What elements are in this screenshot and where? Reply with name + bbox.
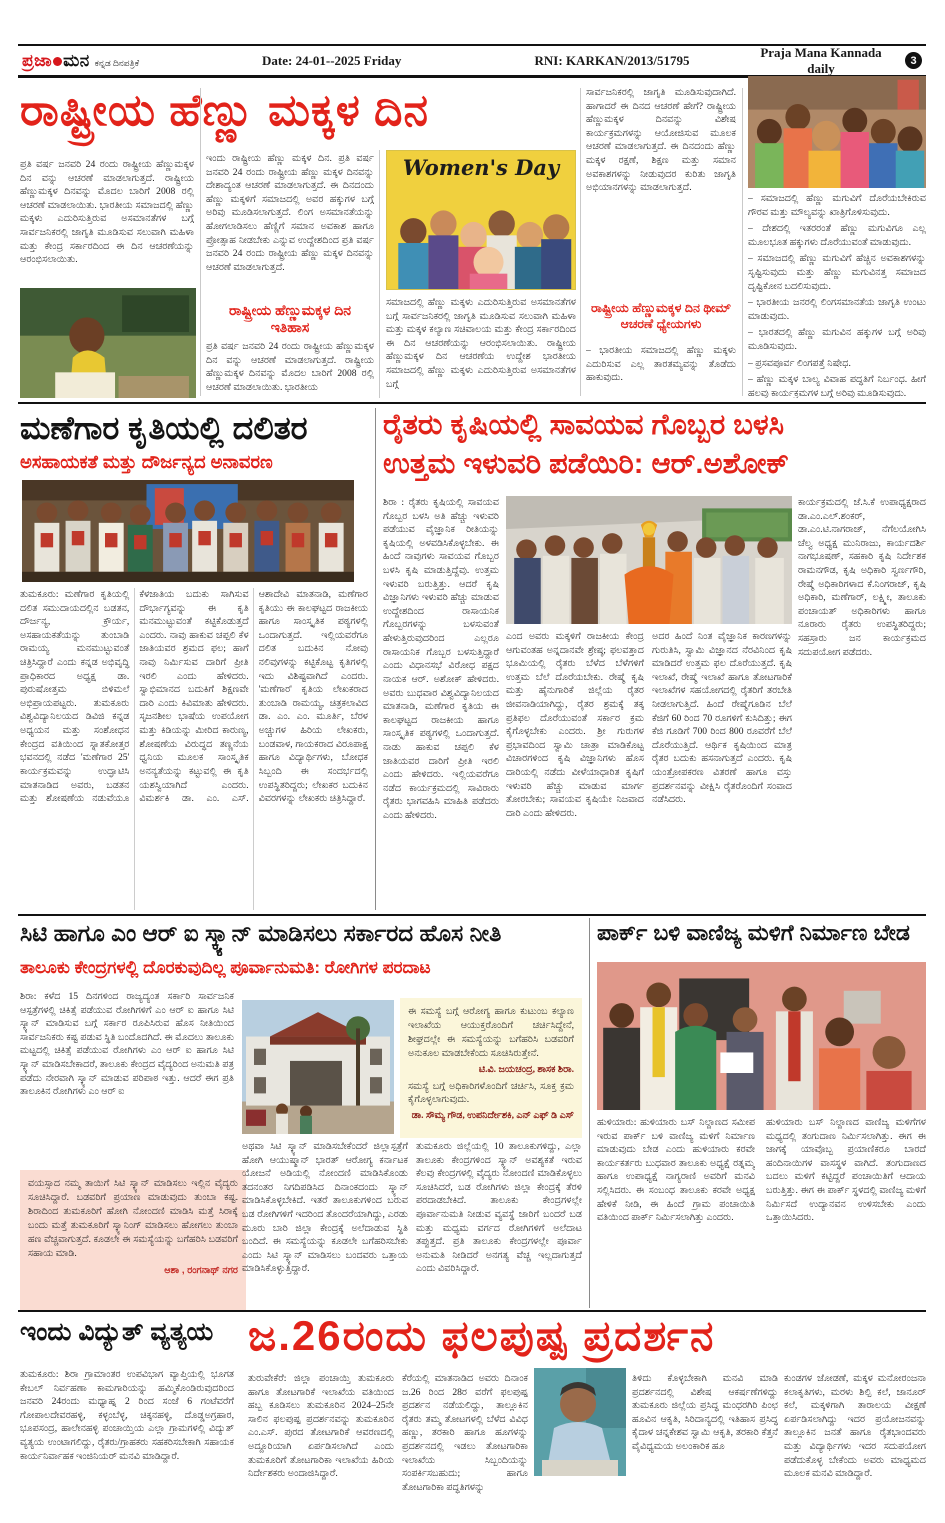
photo-girls-group: [748, 76, 926, 188]
article-girlday-col-1: ಪ್ರತಿ ವರ್ಷ ಜನವರಿ 24 ರಂದು ರಾಷ್ಟ್ರೀಯ ಹೆಣ್ಣುಮಕ್ಕಳ ದಿನ ವನ್ನು ಆಚರಣೆ ಮಾಡಲಾಗುತ್ತದೆ. ರಾಷ್ಟ್ರೀಯ ಹೆಣ್ಣುಮಕ್ಕಳ ದಿನವನ್ನು ಮೊದಲ ಬಾರಿಗೆ 2008 ರಲ್ಲಿ ಆಚರಣೆ ಮಾಡಲಾಯಿತು. ಭಾರತೀಯ ಸಮಾಜದಲ್ಲಿ ಹೆಣ್ಣು ಮಕ್ಕಳು ಎದುರಿಸುತ್ತಿರುವ ಅಸಮಾನತೆಗಳ ಬಗ್ಗೆ ಸಾರ್ವಜನಿಕರಲ್ಲಿ ಜಾಗೃತಿ ಮೂಡಿಸುವ ಸಲುವಾಗಿ ಮಹಿಳಾ ಮತ್ತು ಕೇಂದ್ರ ಸರ್ಕಾರದಿಂದ ಈ ದಿನ ಆಚರಣೆಯನ್ನು ಆರಂಭಿಸಲಾಯಿತು.: [20, 159, 194, 266]
masthead: [18, 44, 926, 78]
article-girlday-col-4-top: ಸಾರ್ವಜನಿಕರಲ್ಲಿ ಜಾಗೃತಿ ಮೂಡಿಸುವುದಾಗಿದೆ. ಹಾಗಾದರೆ ಈ ದಿನದ ಆಚರಣೆ ಹೇಗೆ? ರಾಷ್ಟ್ರೀಯ ಹೆಣ್ಣುಮಕ್ಕಳ ದಿನವನ್ನು ವಿಶೇಷ ಕಾರ್ಯಕ್ರಮಗಳನ್ನು ಆಯೋಜಿಸುವ ಮೂಲಕ ಆಚರಣೆ ಮಾಡಲಾಗುತ್ತದೆ. ಈ ದಿನದಂದು ಹೆಣ್ಣು ಮಕ್ಕಳ ರಕ್ಷಣೆ, ಶಿಕ್ಷಣ ಮತ್ತು ಸಮಾನ ಅವಕಾಶಗಳನ್ನು ನೀಡುವುದರ ಕುರಿತು ಜಾಗೃತಿ ಅಭಿಯಾನಗಳನ್ನು ಮಾಡಲಾಗುತ್ತದೆ.: [586, 87, 736, 194]
article-girlday-theme-subhead: ರಾಷ್ಟ್ರೀಯ ಹೆಣ್ಣುಮಕ್ಕಳ ದಿನ ಥೀಮ್ ಆಚರಣೆ ಧ್ಯೇಯಗಳು: [590, 301, 732, 332]
article-girlday-history-subhead: ರಾಷ್ಟ್ರೀಯ ಹೆಣ್ಣುಮಕ್ಕಳ ದಿನ ಇತಿಹಾಸ: [228, 302, 352, 335]
goal-item: – ಸಮಾಜದಲ್ಲಿ ಹೆಣ್ಣು ಮಗುವಿಗೆ ಹೆಚ್ಚಿನ ಅವಕಾಶಗಳನ್ನು ಸೃಷ್ಟಿಸುವುದು ಮತ್ತು ಹೆಣ್ಣು ಮಗುವಿನತ್ತ ಸಮಾಜದ ದೃಷ್ಟಿಕೋನ ಬದಲಿಸುವುದು.: [748, 253, 926, 292]
article-farmers-col-5: ಕಾರ್ಯಕ್ರಮದಲ್ಲಿ ಜೆ.ಸಿ.ಕೆ ಉಪಾಧ್ಯಕ್ಷರಾದ ಡಾ.ಎಂ.ಎಲ್.ಶಂಕರ್, ಡಾ.ಎಂ.ಟಿ.ನಾಗರಾಜ್, ನೆಗೆಲಯೋಗಿಸಿ ಚೆಲ್ವ ಅಧ್ಯಕ್ಷ ಮುನಿರಾಜು, ಕಾರ್ಯದರ್ಶಿ ನಾಗಭೂಷಣ್, ಸಹಕಾರಿ ಕೃಷಿ ನಿರ್ದೇಶಕ ರಾಮನಗೌಡ, ಕೃಷಿ ಅಧಿಕಾರಿ ಸ್ವರ್ಣಗೌರಿ, ರೇಷ್ಮೆ ಅಧಿಕಾರಿಗಳಾದ ಕೆ.ನಿಂಗರಾಜ್, ಕೃಷಿ ಅಧಿಕಾರಿ, ಮಣೆಗಾರ್, ಲಕ್ಷ್ಮೀ, ತಾಲೂಕು ಪಂಚಾಯತ್ ಅಧಿಕಾರಿಗಳು ಹಾಗೂ ನೂರಾರು ರೈತರು ಉಪಸ್ಥಿತರಿದ್ದರು; ಸಹಸ್ರಾರು ಜನ ಕಾರ್ಯಕ್ರಮದ ಸದುಪಯೋಗ ಪಡೆದರು.: [798, 497, 926, 658]
article-flower-col-2: ಕೆರೆಯಲ್ಲಿ ಮಾತನಾಡಿದ ಅವರು ದಿನಾಂಕ ಜ.26 ರಿಂದ 28ರ ವರೆಗೆ ಫಲಪುಷ್ಪ ಪ್ರದರ್ಶನ ನಡೆಯಲಿದ್ದು, ತಾಲ್ಲೂಕಿನ ರೈತರು ತಮ್ಮ ತೋಟಗಳಲ್ಲಿ ಬೆಳೆದ ವಿವಿಧ ಹಣ್ಣು, ತರಕಾರಿ ಹಾಗೂ ಹೂಗಳನ್ನು ಪ್ರದರ್ಶನದಲ್ಲಿ ಇಡಲು ತೋಟಗಾರಿಕಾ ಇಲಾಖೆಯ ಸಿಬ್ಬಂದಿಯನ್ನು ಸಂಪರ್ಕಿಸಬಹುದು; ಹಾಗೂ ತೋಟಗಾರಿಕಾ ಪದ್ಧತಿಗಳನ್ನು: [402, 1373, 528, 1493]
article-girlday-col-4-bullet: – ಭಾರತೀಯ ಸಮಾಜದಲ್ಲಿ ಹೆಣ್ಣು ಮಕ್ಕಳು ಎದುರಿಸುವ ಎಲ್ಲ ತಾರತಮ್ಯವನ್ನು ತೊಡೆದು ಹಾಕುವುದು.: [586, 345, 736, 384]
goal-item: – ಪ್ರಸವಪೂರ್ವ ಲಿಂಗಪತ್ತೆ ನಿಷೇಧ.: [748, 357, 851, 369]
photo-lamp-lighting: [506, 496, 792, 624]
photo-official-portrait: [534, 1368, 626, 1476]
masthead-date: Date: 24-01--2025 Friday: [262, 52, 402, 68]
masthead-logo: [22, 51, 252, 71]
photo-womens-day-illustration: [386, 150, 576, 290]
goal-item: – ಸಮಾಜದಲ್ಲಿ ಹೆಣ್ಣು ಮಗುವಿಗೆ ದೊರೆಯಬೇಕಿರುವ ಗೌರವ ಮತ್ತು ಮೌಲ್ಯವನ್ನು ಖಾತ್ರಿಗೊಳಿಸುವುದು.: [748, 193, 926, 218]
photo-book-release-image: [22, 480, 354, 582]
masthead-tagline: ಕನ್ನಡ ದಿನಪತ್ರಿಕೆ: [94, 57, 140, 68]
column-rule: [200, 88, 201, 396]
article-girlday-goals-list: [748, 192, 926, 398]
official-quote-2-signature: ಡಾ. ಸೌಮ್ಯ ಗೌಡ, ಉಪನಿರ್ದೇಶಕಿ, ಎನ್ ಎಫ್ ಡಿ ಎಸ್: [411, 1110, 574, 1122]
column-rule: [379, 150, 380, 398]
article-scan-col-1: ಶಿರಾ: ಕಳೆದ 15 ದಿನಗಳಿಂದ ರಾಜ್ಯದ್ಯಂತ ಸರ್ಕಾರಿ ಸಾರ್ವಜನಿಕ ಆಸ್ಪತ್ರೆಗಳಲ್ಲಿ ಚಿಕಿತ್ಸೆ ಪಡೆಯುವ ರೋಗಿಗಳಿಗೆ ಎಂ ಆರ್ ಐ ಹಾಗೂ ಸಿಟಿ ಸ್ಕ್ಯಾನ್ ಮಾಡಿಸುವ ಬಗ್ಗೆ ಸರ್ಕಾರ ರೂಪಿಸಿರುವ ಹೊಸ ನೀತಿಯಿಂದ ಸಾರ್ವಜನಿಕರು ಕಷ್ಟ ಪಡುವ ಸ್ಥಿತಿ ಬಂದೊದಗಿದೆ. ಈ ಮೊದಲು ತಾಲೂಕು ಮಟ್ಟದಲ್ಲಿ ಚಿಕಿತ್ಸೆ ಪಡೆಯುವ ರೋಗಿಗಳು ಎಂ ಆರ್ ಐ ಹಾಗೂ ಸಿಟಿ ಸ್ಕ್ಯಾನ್ ಮಾಡಿಸಬೇಕಾದರೆ, ತಾಲೂಕು ಕೇಂದ್ರದ ವೈದ್ಯರಿಂದ ಅನುಮತಿ ಪತ್ರ ಪಡೆದು ನೇರವಾಗಿ ಸ್ಕ್ಯಾನ್ ಮಾಡುವ ಪರಿಪಾಠ ಇತ್ತು. ಆದರೆ ಈಗ ಪ್ರತಿ ತಾಲೂಕಿನ ರೋಗಿಗಳು ಎಂ ಆರ್ ಐ: [20, 991, 234, 1098]
article-girlday-headline: ರಾಷ್ಟ್ರೀಯ ಹೆಣ್ಣು ಮಕ್ಕಳ ದಿನ: [20, 86, 429, 135]
column-rule: [580, 88, 581, 396]
official-quote-1: ಈ ಸಮಸ್ಯೆ ಬಗ್ಗೆ ಆರೋಗ್ಯ ಹಾಗೂ ಕುಟುಂಬ ಕಲ್ಯಾಣ ಇಲಾಖೆಯ ಆಯುಕ್ತರೊಂದಿಗೆ ಚರ್ಚಿಸಿದ್ದೇನೆ, ಶೀಘ್ರದಲ್ಲೇ ಈ ಸಮಸ್ಯೆಯನ್ನು ಬಗೆಹರಿಸಿ ಬಡವರಿಗೆ ಅನುಕೂಲ ಮಾಡಬೇಕೆಂದು ಸೂಚಿಸಿರುತ್ತೇನೆ.: [408, 1006, 574, 1059]
photo-lamp-lighting-image: [506, 496, 792, 624]
goal-item: – ಭಾರತದಲ್ಲಿ ಹೆಣ್ಣು ಮಗುವಿನ ಹಕ್ಕುಗಳ ಬಗ್ಗೆ ಅರಿವು ಮೂಡಿಸುವುದು.: [748, 327, 926, 353]
article-flower-col-4: ಕುಂಡಗಳ ಜೋಡಣೆ, ಮಕ್ಕಳ ಮನೋರಂಜನಾ ಕಲಾಕೃತಿಗಳು, ಮರಳು ಶಿಲ್ಪಿ ಕಲೆ, ಜಾನೂರ್ ಕಲೆ, ಮಕ್ಕಳಿಗಾಗಿ ತಾರಾಲಯ ವೀಕ್ಷಣೆ ಏರ್ಪಡಿಸಲಾಗಿದ್ದು ಇದರ ಪ್ರಯೋಜನವನ್ನು ತಾಲ್ಲೂಕಿನ ಜನತೆ ಹಾಗೂ ರೈತಭಾಂದವರು ಮತ್ತು ವಿದ್ಯಾರ್ಥಿಗಳು ಇದರ ಸದುಪಯೋಗ ಪಡೆದುಕೊಳ್ಳ ಬೇಕೆಂದು ಅವರು ಮಾಧ್ಯಮದ ಮೂಲಕ ಮನವಿ ಮಾಡಿದ್ದಾರೆ.: [784, 1373, 926, 1480]
section-divider: [18, 914, 926, 916]
article-manegara-subhead: ಅಸಹಾಯಕತೆ ಮತ್ತು ದೌರ್ಜನ್ಯದ ಅನಾವರಣ: [20, 452, 273, 472]
page-number-badge: 3: [905, 52, 922, 69]
article-park-col-2: ಹುಳಿಯಾರು ಬಸ್ ನಿಲ್ದಾಣದ ವಾಣಿಜ್ಯ ಮಳಿಗೆಗಳ ಮಧ್ಯದಲ್ಲಿ ತಂಗುದಾಣ ನಿರ್ಮಿಸಲಾಗಿತ್ತು. ಈಗ ಈ ಜಾಗಕ್ಕೆ ಯಾವೊಬ್ಬ ಪ್ರಯಾಣಿಕರೂ ಬಾರದೆ ಹಂದಿನಾಯಿಗಳ ವಾಸಸ್ಥಳ ವಾಗಿದೆ. ತಂಗುದಾಣದ ಬದಲು ಮಳಿಗೆ ಕಟ್ಟಿದ್ದರೆ ಪಂಚಾಯಿತಿಗೆ ಆದಾಯ ಬರುತ್ತಿತ್ತು. ಈಗ ಈ ಪಾರ್ಕ್ ಸ್ಥಳದಲ್ಲಿ ವಾಣಿಜ್ಯ ಮಳಿಗೆ ನಿರ್ಮಿಸದೆ ಉದ್ಯಾನವನ ಉಳಿಸಬೇಕು ಎಂದು ಒತ್ತಾಯಿಸಿದರು.: [766, 1117, 926, 1224]
article-scan-col-3: ತುಮಕೂರು ಜಿಲ್ಲೆಯಲ್ಲಿ 10 ತಾಲೂಕುಗಳಿದ್ದು, ಎಲ್ಲಾ ತಾಲೂಕು ಕೇಂದ್ರಗಳಿಂದ ಸ್ಕ್ಯಾನ್ ಅವಶ್ಯಕತೆ ಇರುವ ಕೆಲವು ಕೇಂದ್ರಗಳಲ್ಲಿ ವೈದ್ಯರು ನೋಂದಣಿ ಮಾಡಿಕೊಳ್ಳಲು ಸೂಚಿಸಿದರೆ, ಬಡ ರೋಗಿಗಳು ಜಿಲ್ಲಾ ಕೇಂದ್ರಕ್ಕೆ ತೆರಳಿ ಪರದಾಡಬೇಕಿದೆ. ತಾಲೂಕು ಕೇಂದ್ರಗಳಲ್ಲೇ ಪೂರ್ವಾನುಮತಿ ನೀಡುವ ವ್ಯವಸ್ಥೆ ಜಾರಿಗೆ ಬಂದರೆ ಬಡ ಮತ್ತು ಮಧ್ಯಮ ವರ್ಗದ ರೋಗಿಗಳಿಗೆ ಅಲೆದಾಟ ತಪ್ಪುತ್ತದೆ. ಪ್ರತಿ ತಾಲೂಕು ಕೇಂದ್ರಗಳಲ್ಲೇ ಪೂರ್ವಾ ಅನುಮತಿ ನೀಡಿದರೆ ಅನಗತ್ಯ ವೆಚ್ಚ ಇಲ್ಲದಾಗುತ್ತದೆ ಎಂದು ವಿವರಿಸಿದ್ದಾರೆ.: [416, 1141, 582, 1275]
womens-day-title: Women's Day: [402, 155, 560, 180]
article-flower-headline: ಜ.26ರಂದು ಫಲಪುಷ್ಪ ಪ್ರದರ್ಶನ: [248, 1312, 716, 1359]
article-park-col-1: ಹುಳಿಯಾರು: ಹುಳಿಯಾರು ಬಸ್ ನಿಲ್ದಾಣದ ಸಮೀಪ ಇರುವ ಪಾರ್ಕ್ ಬಳಿ ವಾಣಿಜ್ಯ ಮಳಿಗೆ ನಿರ್ಮಾಣ ಮಾಡುವುದು ಬೇಡ ಎಂದು ಹುಳಿಯಾರು ಕರವೇ ಕಾರ್ಯಕರ್ತರು ಬುಧವಾರ ತಾಲೂಕು ಅಧ್ಯಕ್ಷೆ ರತ್ನಮ್ಮ ಹಾಗೂ ಉಪಾಧ್ಯಕ್ಷೆ ನಾಗ್ಯರಾಣಿ ಅವರಿಗೆ ಮನವಿ ಸಲ್ಲಿಸಿದರು. ಈ ಸಂಬಂಧ ತಾಲೂಕು ಕರವೇ ಅಧ್ಯಕ್ಷ ಹೇಳಿಕೆ ನೀಡಿ, ಈ ಹಿಂದೆ ಗ್ರಾಮ ಪಂಚಾಯಿತಿ ವತಿಯಿಂದ ಪಾರ್ಕ್ ನಿರ್ಮಿಸಲಾಗಿತ್ತು ಎಂದರು.: [597, 1117, 755, 1224]
goal-item: – ದೇಶದಲ್ಲಿ ಇತರರಂತೆ ಹೆಣ್ಣು ಮಗುವಿಗೂ ಎಲ್ಲ ಮೂಲಭೂತ ಹಕ್ಕುಗಳು ದೊರೆಯುವಂತೆ ಮಾಡುವುದು.: [748, 223, 926, 248]
photo-official-portrait-image: [534, 1368, 626, 1476]
article-farmers-col-3: ಅದರ ಹಿಂದೆ ನಿಂತ ವೈಜ್ಞಾನಿಕ ಕಾರಣಗಳನ್ನು ಗುರುತಿಸಿ, ಸ್ವಾಮಿ ವಿಜ್ಞಾನದ ನೆರವಿನಿಂದ ಕೃಷಿ ಮಾಡಿದರೆ ಉತ್ತಮ ಫಲ ದೊರೆಯುತ್ತದೆ. ಕೃಷಿ ಇಲಾಖೆ, ರೇಷ್ಮೆ ಇಲಾಖೆ ಹಾಗೂ ತೋಟಗಾರಿಕೆ ಇಲಾಖೆಗಳ ಸಹಯೋಗದಲ್ಲಿ ರೈತರಿಗೆ ತರಬೇತಿ ನೀಡಲಾಗುತ್ತಿದೆ. ಹಿಂದೆ ರೇಷ್ಮೆಗೂಡಿನ ಬೆಲೆ ಕೆಜಿಗೆ 60 ರಿಂದ 70 ರೂಗಳಿಗೆ ಕುಸಿದಿತ್ತು; ಈಗ ಕೆಜಿ ಗೂಡಿಗೆ 700 ರಿಂದ 800 ರೂವರೆಗೆ ಬೆಲೆ ದೊರೆಯುತ್ತಿದೆ. ಆರ್ಥಿಕ ಕೃಷಿಯಿಂದ ಮಾತ್ರ ರೈತರ ಬದುಕು ಹಸನಾಗುತ್ತದೆ ಎಂದರು. ಕೃಷಿ ಯಂತ್ರೋಪಕರಣ ವಿತರಣೆ ಹಾಗೂ ವಸ್ತು ಪ್ರದರ್ಶನವನ್ನು ವೀಕ್ಷಿಸಿ ರೈತರೊಂದಿಗೆ ಸಂವಾದ ನಡೆಸಿದರು.: [652, 631, 792, 806]
official-quote-2: ಸಮಸ್ಯೆ ಬಗ್ಗೆ ಅಧಿಕಾರಿಗಳೊಂದಿಗೆ ಚರ್ಚಿಸಿ, ಸೂಕ್ತ ಕ್ರಮ ಕೈಗೊಳ್ಳಲಾಗುವುದು.: [408, 1080, 574, 1106]
article-scan-col-2: ಅಥವಾ ಸಿಟಿ ಸ್ಕ್ಯಾನ್ ಮಾಡಿಸಬೇಕೆಂದರೆ ಜಿಲ್ಲಾಸ್ಪತ್ರೆಗೆ ಹೋಗಿ ಆಯುಷ್ಮಾನ್ ಭಾರತ್ ಆರೋಗ್ಯ ಕರ್ನಾಟಕ ಯೋಜನೆ ಅಡಿಯಲ್ಲಿ ನೋಂದಣಿ ಮಾಡಿಸಿಕೊಂಡು ತದನಂತರ ನಿಗದಿಪಡಿಸಿದ ದಿನಾಂಕದಂದು ಸ್ಕ್ಯಾನ್ ಮಾಡಿಸಿಕೊಳ್ಳಬೇಕಿದೆ. ಇತರೆ ತಾಲೂಕುಗಳಿಂದ ಬರುವ ಬಡ ರೋಗಿಗಳಿಗೆ ಇದರಿಂದ ತೊಂದರೆಯಾಗಿದ್ದು, ಎರಡು ಮೂರು ಬಾರಿ ಜಿಲ್ಲಾ ಕೇಂದ್ರಕ್ಕೆ ಅಲೆದಾಡುವ ಸ್ಥಿತಿ ಬಂದಿದೆ. ಈ ಸಮಸ್ಯೆಯನ್ನು ಕೂಡಲೇ ಬಗೆಹರಿಸಬೇಕು ಎಂದು ಸಿಟಿ ಸ್ಕ್ಯಾನ್ ಮಾಡಿಸಲು ಬಂದವರು ಒತ್ತಾಯ ಮಾಡಿಸಿಕೊಳ್ಳುತ್ತಿದ್ದಾರೆ.: [242, 1141, 408, 1275]
article-power-headline: ಇಂದು ವಿದ್ಯುತ್ ವ್ಯತ್ಯಯ: [20, 1318, 214, 1346]
photo-memorandum-handover: [597, 962, 926, 1110]
reader-quote-text: ವಯಸ್ಸಾದ ನಮ್ಮ ತಾಯಿಗೆ ಸಿಟಿ ಸ್ಕ್ಯಾನ್ ಮಾಡಿಸಲು ಇಲ್ಲಿನ ವೈದ್ಯರು ಸೂಚಿಸಿದ್ದಾರೆ. ಬಡವರಿಗೆ ಪ್ರಯಾಣ ಮಾಡುವುದು ತುಂಬಾ ಕಷ್ಟ. ಶಿರಾದಿಂದ ತುಮಕೂರಿಗೆ ಹೋಗಿ ನೋಂದಣಿ ಮಾಡಿಸಿ ಮತ್ತೆ ಸಿರಾಕ್ಕೆ ಬಂದು ಮತ್ತೆ ತುಮಕೂರಿಗೆ ಸ್ಕ್ಯಾನಿಂಗ್ ಮಾಡಿಸಲು ಹೋಗಲು ತುಂಬಾ ಹಣ ವೆಚ್ಚವಾಗುತ್ತದೆ. ಕೂಡಲೇ ಈ ಸಮಸ್ಯೆಯನ್ನು ಬಗೆಹರಿಸಿ ಬಡವರಿಗೆ ಸಹಾಯ ಮಾಡಿ.: [28, 1178, 238, 1259]
goal-item: – ಹೆಣ್ಣು ಮಕ್ಕಳ ಬಾಲ್ಯ ವಿವಾಹ ಪದ್ಧತಿಗೆ ನಿರ್ಬಂಧ. ಹೀಗೆ ಹಲವು ಕಾರ್ಯಕ್ರಮಗಳ ಬಗ್ಗೆ ಅರಿವು ಮೂಡಿಸುವುದು.: [748, 374, 926, 398]
article-girlday-col-3: ಸಮಾಜದಲ್ಲಿ ಹೆಣ್ಣು ಮಕ್ಕಳು ಎದುರಿಸುತ್ತಿರುವ ಅಸಮಾನತೆಗಳ ಬಗ್ಗೆ ಸಾರ್ವಜನಿಕರಲ್ಲಿ ಜಾಗೃತಿ ಮೂಡಿಸುವ ಸಲುವಾಗಿ ಮಹಿಳಾ ಮತ್ತು ಮಕ್ಕಳ ಕಲ್ಯಾಣ ಸಚಿವಾಲಯ ಮತ್ತು ಕೇಂದ್ರ ಸರ್ಕಾರದಿಂದ ಈ ದಿನ ಆಚರಣೆಯನ್ನು ಆರಂಭಿಸಲಾಯಿತು. ರಾಷ್ಟ್ರೀಯ ಹೆಣ್ಣುಮಕ್ಕಳ ದಿನ ಆಚರಣೆಯ ಉದ್ದೇಶ ಭಾರತೀಯ ಸಮಾಜದಲ್ಲಿ ಹೆಣ್ಣು ಮಕ್ಕಳು ಎದುರಿಸುತ್ತಿರುವ ಅಸಮಾನತೆಗಳ ಬಗ್ಗೆ: [386, 297, 576, 390]
article-farmers-col-2: ಎಂದ ಅವರು ಮಕ್ಕಳಿಗೆ ರಾಜಕೀಯ ಕೇಂದ್ರ ಆಗುವಂತಹ ಅನ್ನದಾನವೇ ಶ್ರೇಷ್ಠ; ಫಲವತ್ತಾದ ಭೂಮಿಯಲ್ಲಿ ರೈತರು ಬೆಳೆದ ಬೆಳೆಗಳಿಗೆ ಉತ್ತಮ ಬೆಲೆ ದೊರೆಯಬೇಕು. ರೇಷ್ಮೆ ಕೃಷಿ ಮತ್ತು ಹೈನುಗಾರಿಕೆ ಜಿಲ್ಲೆಯ ರೈತರ ಜೀವನಾಡಿಯಾಗಿದ್ದು, ರೈತರ ಶ್ರಮಕ್ಕೆ ತಕ್ಕ ಪ್ರತಿಫಲ ದೊರೆಯುವಂತೆ ಸರ್ಕಾರ ಕ್ರಮ ಕೈಗೊಳ್ಳಬೇಕು ಎಂದರು. ಶ್ರೀ ಗುರುಗಳ ಪ್ರಭಾವದಿಂದ ಸ್ವಾಮಿ ಚಾತ್ರಾ ಮಾಡಿಕೊಟ್ಟ ವಿಚಾರಗಳಿಂದ ಕೃಷಿ ವಿಜ್ಞಾನಿಗಳು ಹೊಸ ದಾರಿಯಲ್ಲಿ ನಡೆದು ವೀಳೆಯಾಧಾರಿತ ಕೃಷಿಗೆ ಇಳುವರಿ ಹೆಚ್ಚು ಮಾಡುವ ಮಾರ್ಗ ತೋರಬೇಕು; ಸಾವಯವ ಕೃಷಿಯೇ ನಿಜವಾದ ದಾರಿ ಎಂದು ಹೇಳಿದರು.: [506, 631, 644, 819]
article-park-headline: ಪಾರ್ಕ್ ಬಳಿ ವಾಣಿಜ್ಯ ಮಳಿಗೆ ನಿರ್ಮಾಣ ಬೇಡ: [597, 920, 910, 945]
section-divider: [18, 402, 926, 404]
article-manegara-body: ತುಮಕೂರು: ಮಣೆಗಾರ ಕೃತಿಯಲ್ಲಿ ದಲಿತ ಸಮುದಾಯದಲ್ಲಿನ ಬಡತನ, ದೌರ್ಜನ್ಯ, ಕ್ರೌರ್ಯ, ಅಸಹಾಯಕತೆಯನ್ನು ತುಂಬಾಡಿ ರಾಮಯ್ಯ ಮನಮುಟ್ಟುವಂತೆ ಚಿತ್ರಿಸಿದ್ದಾರೆ ಎಂದು ಕನ್ನಡ ಅಭಿವೃದ್ಧಿ ಪ್ರಾಧಿಕಾರದ ಅಧ್ಯಕ್ಷ ಡಾ. ಪುರುಷೋತ್ತಮ ಬಿಳಿಮಲೆ ಅಭಿಪ್ರಾಯಪಟ್ಟರು. ತುಮಕೂರು ವಿಶ್ವವಿದ್ಯಾನಿಲಯದ ಡಿವಿಜಿ ಕನ್ನಡ ಅಧ್ಯಯನ ಮತ್ತು ಸಂಶೋಧನ ಕೇಂದ್ರದ ವತಿಯಿಂದ ಸ್ನಾತಕೋತ್ತರ ಭವನದಲ್ಲಿ ನಡೆದ 'ಮಣೆಗಾರ 25' ಕಾರ್ಯಕ್ರಮವನ್ನು ಉದ್ಘಾಟಿಸಿ ಮಾತನಾಡಿದ ಅವರು, ಬಡತನ ಮತ್ತು ಶೋಷಣೆಯ ನಡುವೆಯೂ ಕೆಳಜಾತಿಯ ಬದುಕು ಸಾಗಿಸುವ ದೌರ್ಭಾಗ್ಯವನ್ನು ಈ ಕೃತಿ ಮನಮುಟ್ಟುವಂತೆ ಕಟ್ಟಿಕೊಡುತ್ತದೆ ಎಂದರು. ನಾವು ಹಾಕುವ ಚಪ್ಪಲಿ ಕೆಳ ಜಾತಿಯವರ ಶ್ರಮದ ಫಲ; ಹಾಗೆ ನಾವು ನಿರ್ಮಿಸುವ ದಾರಿಗೆ ಪ್ರೀತಿ ಇರಲಿ ಎಂದು ಹೇಳಿದರು. ಸ್ವಾಭಿಮಾನದ ಬದುಕಿಗೆ ಶಿಕ್ಷಣವೇ ದಾರಿ ಎಂದು ಕಿವಿಮಾತು ಹೇಳಿದರು. ಸೃಜನಶೀಲ ಭಾಷೆಯ ಉಪಯೋಗ ಮತ್ತು ಕಿಡಿಯನ್ನು ಮೀರಿದ ಕಾರುಣ್ಯ, ಶೋಷಣೆಯ ವಿರುದ್ಧದ ತಣ್ಣನೆಯ ಧ್ವನಿಯ ಮೂಲಕ ಸಾಂಸ್ಕೃತಿಕ ಅನನ್ಯತೆಯನ್ನು ಕಟ್ಟುವಲ್ಲಿ ಈ ಕೃತಿ ಯಶಸ್ವಿಯಾಗಿದೆ ಎಂದರು. ವಿಮರ್ಶಕಿ ಡಾ. ಎಂ. ಎಸ್. ಆಶಾದೇವಿ ಮಾತನಾಡಿ, ಮಣೆಗಾರ ಕೃತಿಯು ಈ ಕಾಲಘಟ್ಟದ ರಾಜಕೀಯ ಹಾಗೂ ಸಾಂಸ್ಕೃತಿಕ ಪಠ್ಯಗಳಲ್ಲಿ ಒಂದಾಗುತ್ತದೆ. ಇಲ್ಲಿಯವರೆಗೂ ದಲಿತ ಬದುಕಿನ ನೋವು ನಲಿವುಗಳನ್ನು ಕಟ್ಟಿಕೊಟ್ಟ ಕೃತಿಗಳಲ್ಲಿ ಇದು ವಿಶಿಷ್ಟವಾಗಿದೆ ಎಂದರು. 'ಮಣೆಗಾರ' ಕೃತಿಯ ಲೇಖಕರಾದ ತುಂಬಾಡಿ ರಾಮಯ್ಯ, ಚಿತ್ರಕಲಾವಿದ ಡಾ. ಎಂ. ಎಂ. ಮೂರ್ತಿ, ಬೆರಳ ಅಚ್ಚುಗಳ ಹಿರಿಯ ಲೇಖಕರು, ಬಂಡವಾಳ, ಗಾಯಕರಾದ ವಿರೂಪಾಕ್ಷ ಹಾಗೂ ವಿದ್ಯಾರ್ಥಿಗಳು, ಬೋಧಕ ಸಿಬ್ಬಂದಿ ಈ ಸಂದರ್ಭದಲ್ಲಿ ಉಪಸ್ಥಿತರಿದ್ದರು; ಲೇಖಕರ ಬದುಕಿನ ವಿವರಗಳನ್ನು ಲೇಖಕರು ಚಿತ್ರಿಸಿದ್ದಾರೆ.: [20, 589, 368, 805]
article-divider-vertical: [589, 918, 590, 1308]
photo-girl-reading-image: [20, 288, 196, 398]
masthead-rni: RNI: KARKAN/2013/51795: [534, 52, 690, 68]
article-power-body: ತುಮಕೂರು: ಶಿರಾ ಗ್ರಾಮಾಂತರ ಉಪವಿಭಾಗ ವ್ಯಾಪ್ತಿಯಲ್ಲಿ ಭೂಗತ ಕೇಬಲ್ ನಿರ್ವಹಣಾ ಕಾಮಗಾರಿಯನ್ನು ಹಮ್ಮಿಕೊಂಡಿರುವುದರಿಂದ ಜನವರಿ 24ರಂದು ಮಧ್ಯಾಹ್ನ 2 ರಿಂದ ಸಂಜೆ 6 ಗಂಟೆವರೆಗೆ ಗೋಪಾಲದೇವರಹಳ್ಳಿ, ಕಳ್ಳಂಬೆಳ್ಳ, ಚಿಕ್ಕನಹಳ್ಳಿ, ದೊಡ್ಡಅಗ್ರಹಾರ, ಭೂಪಸಂದ್ರ, ಹಾಲೇನಹಳ್ಳಿ ಪಂಚಾಯ್ತಿಯ ಎಲ್ಲಾ ಗ್ರಾಮಗಳಲ್ಲಿ ವಿದ್ಯುತ್ ವ್ಯತ್ಯಯ ಉಂಟಾಗಲಿದ್ದು, ರೈತರು/ಗ್ರಾಹಕರು ಸಹಕರಿಸಬೇಕಾಗಿ ಸಹಾಯಕ ಕಾರ್ಯನಿರ್ವಾಹಕ ಇಂಜಿನಿಯರ್ ಮನವಿ ಮಾಡಿದ್ದಾರೆ.: [20, 1369, 234, 1462]
photo-memorandum-handover-image: [597, 962, 926, 1110]
goal-item: – ಭಾರತೀಯ ಜನರಲ್ಲಿ ಲಿಂಗಸಮಾನತೆಯ ಜಾಗೃತಿ ಉಂಟು ಮಾಡುವುದು.: [748, 297, 926, 322]
official-quote-box: [400, 998, 582, 1138]
article-scan-headline: ಸಿಟಿ ಹಾಗೂ ಎಂ ಆರ್ ಐ ಸ್ಕ್ಯಾನ್ ಮಾಡಿಸಲು ಸರ್ಕಾರದ ಹೊಸ ನೀತಿ: [20, 920, 502, 946]
article-divider-vertical: [375, 408, 376, 910]
article-flower-col-3: ತಿಳಿದು ಕೊಳ್ಳಬೇಕಾಗಿ ಮನವಿ ಮಾಡಿ ಪ್ರದರ್ಶನದಲ್ಲಿ ವಿಶೇಷ ಆಕರ್ಷಣೆಗಳಿದ್ದು ತುಮಕೂರು ಜಿಲ್ಲೆಯ ಪ್ರಸಿದ್ಧ ಮಂಧರಗಿರಿ ಪಿಂಛ ಹೂವಿನ ಆಕೃತಿ, ಸಿರಿದಾನ್ಯದಲ್ಲಿ ಇತಿಹಾಸ ಪ್ರಸಿದ್ಧ ಕೈದಾಳ ಚನ್ನಕೇಶವ ಸ್ವಾಮಿ ಆಕೃತಿ, ತರಕಾರಿ ಕೆತ್ತನೆ ವೈವಿಧ್ಯಮಯ ಅಲಂಕಾರಿಕ ಹೂ: [632, 1373, 778, 1453]
photo-hospital-building: [242, 1000, 394, 1134]
official-quote-1-signature: ಟಿ.ವಿ. ಜಯಚಂದ್ರ, ಶಾಸಕ ಶಿರಾ.: [478, 1063, 574, 1075]
photo-girls-group-image: [748, 76, 926, 188]
photo-book-release: [22, 480, 354, 582]
photo-hospital-building-image: [242, 1000, 394, 1134]
masthead-paper-name: Praja Mana Kannada daily: [760, 44, 882, 76]
article-farmers-col-1: ಶಿರಾ : ರೈತರು ಕೃಷಿಯಲ್ಲಿ ಸಾವಯವ ಗೊಬ್ಬರ ಬಳಸಿ ಅತಿ ಹೆಚ್ಚು ಇಳುವರಿ ಪಡೆಯುವ ವೈಜ್ಞಾನಿಕ ರೀತಿಯನ್ನು ಕೃಷಿಯಲ್ಲಿ ಅಳವಡಿಸಿಕೊಳ್ಳಬೇಕು. ಈ ಹಿಂದೆ ನಾವುಗಳು ಸಾವಯವ ಗೊಬ್ಬರ ಬಳಸಿ ಕೃಷಿ ಮಾಡುತ್ತಿದ್ದೆವು. ಉತ್ತಮ ಇಳುವರಿ ಬರುತ್ತಿತ್ತು. ಆದರೆ ಕೃಷಿ ವಿಜ್ಞಾನಿಗಳು ಇಳುವರಿ ಹೆಚ್ಚು ಮಾಡುವ ಉದ್ದೇಶದಿಂದ ರಾಸಾಯನಿಕ ಗೊಬ್ಬರಗಳನ್ನು ಬಳಸುವಂತೆ ಹೇಳುತ್ತಿರುವುದರಿಂದ ಎಲ್ಲರೂ ರಾಸಾಯನಿಕ ಗೊಬ್ಬರ ಬಳಸುತ್ತಿದ್ದಾರೆ ಎಂದು ವಿಧಾನಸಭೆ ವಿರೋಧ ಪಕ್ಷದ ನಾಯಕ ಆರ್. ಅಶೋಕ್ ಹೇಳಿದರು. ಅವರು ಬುಧವಾರ ವಿಶ್ವವಿದ್ಯಾನಿಲಯದ ಮಾತನಾಡಿ, ಮಣೆಗಾರ ಕೃತಿಯ ಈ ಕಾಲಘಟ್ಟದ ರಾಜಕೀಯ ಹಾಗೂ ಸಾಂಸ್ಕೃತಿಕ ಪಠ್ಯಗಳಲ್ಲಿ ಒಂದಾಗುತ್ತದೆ. ನಾಡು ಹಾಕುವ ಚಪ್ಪಲಿ ಕೆಳ ಜಾತಿಯವರ ದಾರಿಗೆ ಪ್ರೀತಿ ಇರಲಿ ಎಂದು ಹೇಳಿದರು. ಇಲ್ಲಿಯವರೆಗೂ ನಡೆದ ಕಾರ್ಯಕ್ರಮದಲ್ಲಿ ಸಾವಿರಾರು ರೈತರು ಭಾಗವಹಿಸಿ ಮಾಹಿತಿ ಪಡೆದರು ಎಂದು ಹೇಳಿದರು.: [383, 497, 499, 822]
article-scan-subhead: ತಾಲೂಕು ಕೇಂದ್ರಗಳಲ್ಲಿ ದೊರಕುವುದಿಲ್ಲ ಪೂರ್ವಾನುಮತಿ: ರೋಗಿಗಳ ಪರದಾಟ: [20, 958, 431, 977]
column-rule: [742, 88, 743, 396]
reader-quote-box: [20, 1170, 246, 1310]
logo-emblem-icon: [53, 57, 62, 66]
photo-girl-reading: [20, 288, 196, 398]
article-manegara-headline: ಮಣೆಗಾರ ಕೃತಿಯಲ್ಲಿ ದಲಿತರ: [20, 410, 308, 446]
article-flower-col-1: ತುರುವೇಕೆರೆ: ಜಿಲ್ಲಾ ಪಂಚಾಯ್ತಿ ತುಮಕೂರು ಹಾಗೂ ತೋಟಗಾರಿಕೆ ಇಲಾಖೆಯ ವತಿಯಿಂದ ಹಬ್ಬ ಕೂಡಿಸಲು ತುಮಕೂರಿನ 2024–25ನೇ ಸಾಲಿನ ಫಲಪುಷ್ಪ ಪ್ರದರ್ಶನವನ್ನು ತುಮಕೂರಿನ ಎಂ.ಎಸ್. ಪುರದ ತೋಟಗಾರಿಕೆ ಆವರಣದಲ್ಲಿ ಅದ್ದೂರಿಯಾಗಿ ಏರ್ಪಡಿಸಲಾಗಿದೆ ಎಂದು ತುಮಕೂರಿಗೆ ತೋಟಗಾರಿಕಾ ಇಲಾಖೆಯ ಹಿರಿಯ ನಿರ್ದೇಶಕರು ಅಂದಾಜಿಸಿದ್ದಾರೆ.: [248, 1373, 394, 1480]
article-girlday-col-2-bottom: ಪ್ರತಿ ವರ್ಷ ಜನವರಿ 24 ರಂದು ರಾಷ್ಟ್ರೀಯ ಹೆಣ್ಣುಮಕ್ಕಳ ದಿನ ವನ್ನು ಆಚರಣೆ ಮಾಡಲಾಗುತ್ತದೆ. ರಾಷ್ಟ್ರೀಯ ಹೆಣ್ಣುಮಕ್ಕಳ ದಿನವನ್ನು ಮೊದಲ ಬಾರಿಗೆ 2008 ರಲ್ಲಿ ಆಚರಣೆ ಮಾಡಲಾಯಿತು. ಭಾರತೀಯ: [206, 341, 374, 393]
reader-quote-signature: ಆಶಾ , ರಂಗನಾಥ್ ನಗರ: [164, 1265, 238, 1277]
newspaper-logo-text: ಪ್ರಜಾ ಮನ: [22, 50, 90, 70]
article-girlday-col-2-top: ಇಂದು ರಾಷ್ಟ್ರೀಯ ಹೆಣ್ಣು ಮಕ್ಕಳ ದಿನ. ಪ್ರತಿ ವರ್ಷ ಜನವರಿ 24 ರಂದು ರಾಷ್ಟ್ರೀಯ ಹೆಣ್ಣು ಮಕ್ಕಳ ದಿನವನ್ನು ದೇಶಾದ್ಯಂತ ಆಚರಣೆ ಮಾಡಲಾಗುತ್ತದೆ. ಈ ದಿನದಂದು ಹೆಣ್ಣು ಮಕ್ಕಳಿಗೆ ಸಮಾಜದಲ್ಲಿ ಅವರ ಹಕ್ಕುಗಳ ಬಗ್ಗೆ ಅರಿವು ಮೂಡಿಸಲಾಗುತ್ತದೆ. ಲಿಂಗ ಅಸಮಾನತೆಯನ್ನು ಹೋಗಲಾಡಿಸಲು ಹೆಣ್ಣಿಗೆ ಸಮಾನ ಅವಕಾಶ ಹಾಗೂ ಪ್ರೋತ್ಸಾಹ ನೀಡಬೇಕು ಎನ್ನುವ ಉದ್ದೇಶದಿಂದ ಪ್ರತಿ ವರ್ಷ ಜನವರಿ 24 ರಂದು ರಾಷ್ಟ್ರೀಯ ಹೆಣ್ಣು ಮಕ್ಕಳ ದಿನವನ್ನು ಆಚರಣೆ ಮಾಡಲಾಗುತ್ತದೆ.: [206, 153, 374, 273]
article-farmers-headline: ರೈತರು ಕೃಷಿಯಲ್ಲಿ ಸಾವಯವ ಗೊಬ್ಬರ ಬಳಸಿ ಉತ್ತಮ ಇಳುವರಿ ಪಡೆಯಿರಿ: ಆರ್.ಅಶೋಕ್: [383, 409, 789, 481]
